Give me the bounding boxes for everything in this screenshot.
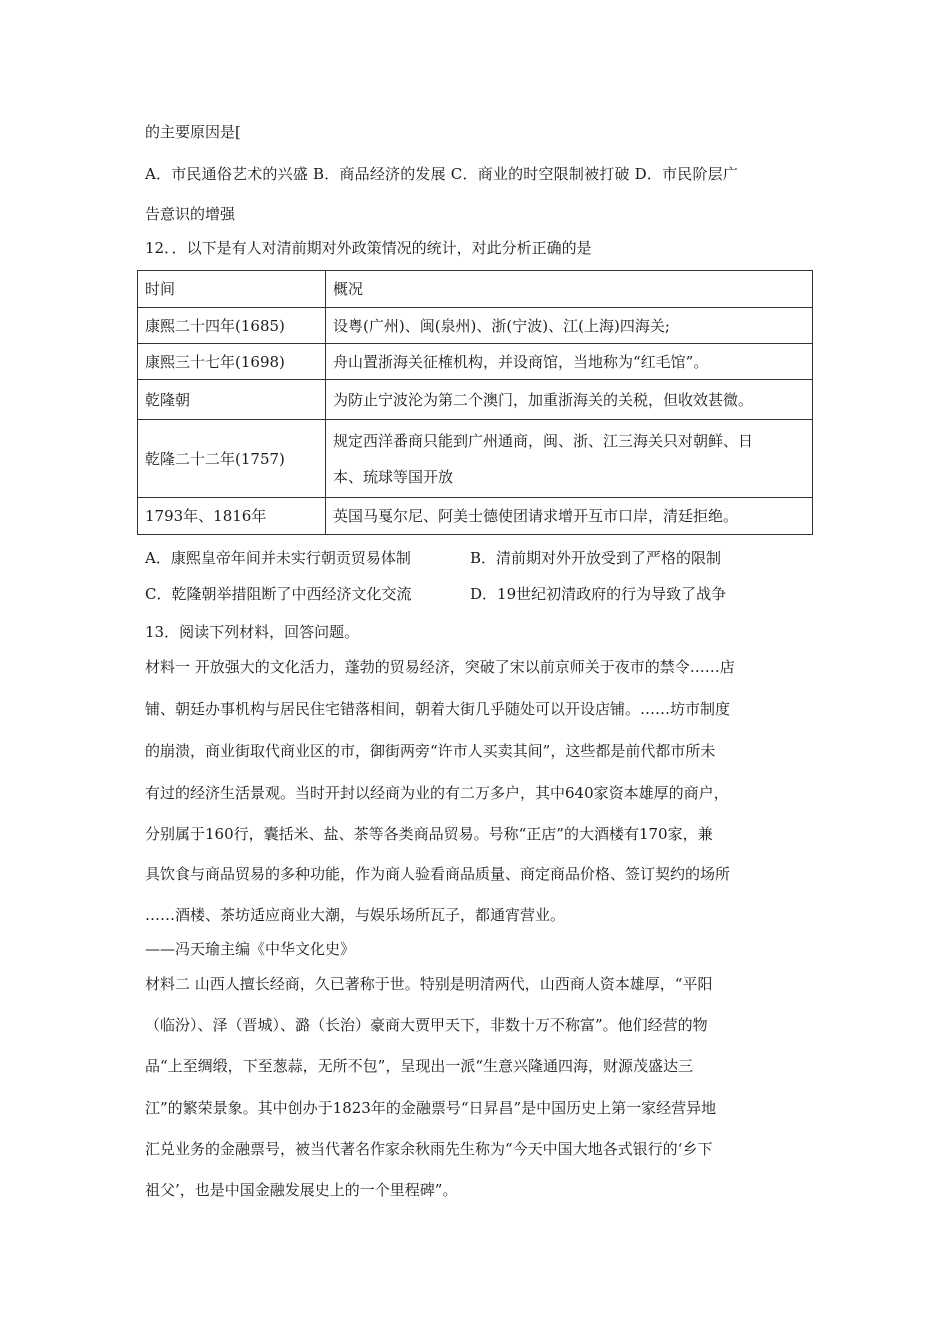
row-summary	[326, 420, 813, 498]
material1-line: 材料一 开放强大的文化活力，蓬勃的贸易经济，突破了宋以前京师关于夜市的禁令……店	[145, 658, 735, 676]
row-summary: 为防止宁波沦为第二个澳门，加重浙海关的关税，但收效甚微。	[326, 380, 813, 420]
q12-option-a: A．康熙皇帝年间并未实行朝贡贸易体制	[145, 549, 411, 567]
material2-line: 江”的繁荣景象。其中创办于1823年的金融票号“日昇昌”是中国历史上第一家经营异地	[145, 1099, 717, 1117]
table-row	[138, 498, 813, 535]
q12-option-d: D．19世纪初清政府的行为导致了战争	[470, 585, 727, 603]
policy-table	[137, 270, 813, 535]
header-time: 时间	[138, 271, 326, 308]
row-time: 1793年、1816年	[138, 498, 326, 535]
q11-options-line2: 告意识的增强	[145, 205, 236, 223]
table-row	[138, 420, 813, 498]
row-time: 乾隆朝	[138, 380, 326, 420]
q12-option-c: C．乾隆朝举措阻断了中西经济文化交流	[145, 585, 412, 603]
q13-stem: 13．阅读下列材料，回答问题。	[145, 623, 360, 641]
q11-stem-end: 的主要原因是[	[145, 123, 241, 141]
material1-line: 分别属于160行，囊括米、盐、茶等各类商品贸易。号称“正店”的大酒楼有170家，兼	[145, 825, 713, 843]
material2-line: 材料二 山西人擅长经商，久已著称于世。特别是明清两代，山西商人资本雄厚，“平阳	[145, 975, 713, 993]
material1-line: 有过的经济生活景观。当时开封以经商为业的有二万多户，其中640家资本雄厚的商户，	[145, 784, 729, 802]
row-summary: 英国马戛尔尼、阿美士德使团请求增开互市口岸，清廷拒绝。	[326, 498, 813, 535]
row-time: 康熙三十七年(1698)	[138, 344, 326, 380]
row-summary-line1: 规定西洋番商只能到广州通商，闽、浙、江三海关只对朝鲜、日	[333, 431, 754, 450]
table-row	[138, 380, 813, 420]
material1-line: 的崩溃，商业街取代商业区的市，御街两旁“许市人买卖其间”，这些都是前代都市所未	[145, 742, 716, 760]
material1-line: 铺、朝廷办事机构与居民住宅错落相间，朝着大街几乎随处可以开设店铺。……坊市制度	[145, 700, 731, 718]
q12-stem: 12．．以下是有人对清前期对外政策情况的统计，对此分析正确的是	[145, 239, 592, 257]
material2-line: 汇兑业务的金融票号，被当代著名作家余秋雨先生称为“今天中国大地各式银行的‘乡下	[145, 1140, 713, 1158]
material2-line: 祖父’，也是中国金融发展史上的一个里程碑”。	[145, 1181, 458, 1199]
q11-options-line1: A．市民通俗艺术的兴盛 B．商品经济的发展 C．商业的时空限制被打破 D．市民阶层广	[145, 165, 739, 183]
material1-line: 具饮食与商品贸易的多种功能，作为商人验看商品质量、商定商品价格、签订契约的场所	[145, 865, 731, 883]
row-summary: 设粤(广州)、闽(泉州)、浙(宁波)、江(上海)四海关;	[326, 308, 813, 344]
material2-line: 品“上至绸缎，下至葱蒜，无所不包”，呈现出一派“生意兴隆通四海，财源茂盛达三	[145, 1057, 694, 1075]
table-row	[138, 344, 813, 380]
material1-source: ——冯天瑜主编《中华文化史》	[145, 940, 356, 958]
table-row	[138, 308, 813, 344]
row-time: 乾隆二十二年(1757)	[138, 420, 326, 498]
table-header-row	[138, 271, 813, 308]
material2-line: （临汾）、泽（晋城）、潞（长治）豪商大贾甲天下，非数十万不称富”。他们经营的物	[145, 1016, 708, 1034]
row-summary-line2: 本、琉球等国开放	[333, 467, 454, 486]
material1-line: ……酒楼、茶坊适应商业大潮，与娱乐场所瓦子，都通宵营业。	[145, 906, 566, 924]
row-summary: 舟山置浙海关征榷机构，并设商馆，当地称为“红毛馆”。	[326, 344, 813, 380]
row-time: 康熙二十四年(1685)	[138, 308, 326, 344]
header-summary: 概况	[326, 271, 813, 308]
q12-option-b: B．清前期对外开放受到了严格的限制	[470, 549, 722, 567]
